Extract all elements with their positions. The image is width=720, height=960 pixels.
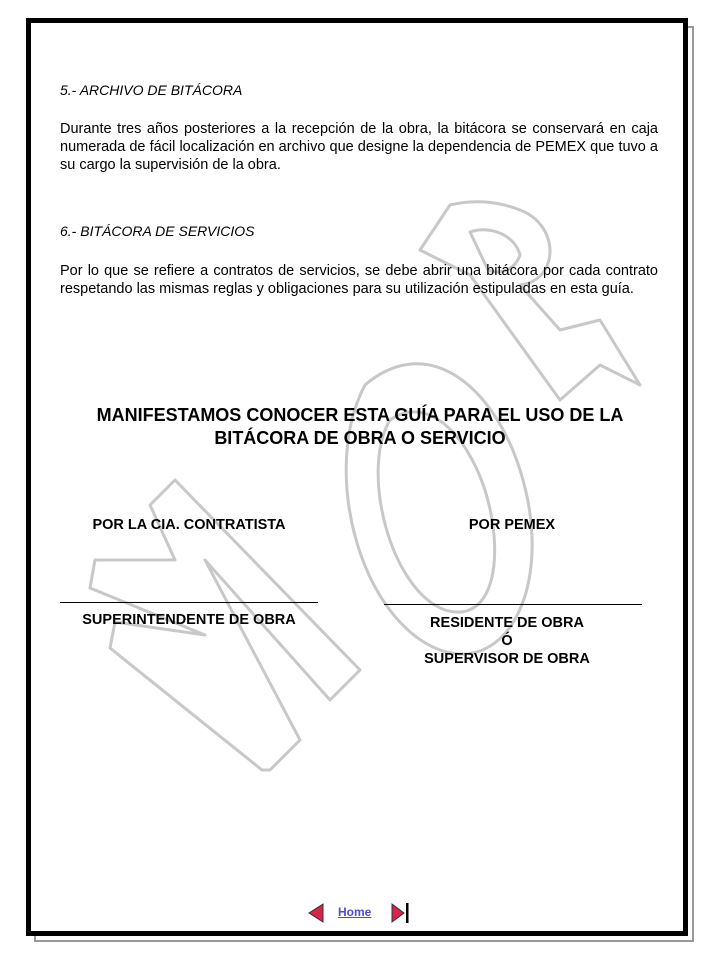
contractor-signature-heading: POR LA CIA. CONTRATISTA: [92, 517, 286, 533]
contractor-signature-line: [60, 602, 318, 603]
manifest-line-1: MANIFESTAMOS CONOCER ESTA GUÍA PARA EL USO DE LA: [96, 405, 624, 425]
pemex-role-line-3: SUPERVISOR DE OBRA: [424, 651, 590, 667]
pemex-role: [384, 614, 630, 668]
contractor-role: SUPERINTENDENTE DE OBRA: [82, 612, 296, 628]
triangle-left-icon[interactable]: [306, 902, 326, 924]
next-bar-icon[interactable]: [390, 902, 410, 924]
manifest-statement: [60, 404, 660, 450]
section-6-body: Por lo que se refiere a contratos de servicios, se debe abrir una bitácora por cada contrato respetando las mismas reglas y obligaciones para su utilización estipuladas en esta guía.: [60, 263, 658, 297]
section-6-heading: 6.- BITÁCORA DE SERVICIOS: [60, 223, 255, 239]
pemex-role-line-1: RESIDENTE DE OBRA: [430, 615, 584, 631]
page-navigation: [306, 902, 416, 924]
home-link[interactable]: Home: [338, 905, 372, 919]
section-5-body: Durante tres años posteriores a la recepción de la obra, la bitácora se conservará en caja numerada de fácil localización en archivo que designe la dependencia de PEMEX que tuvo a su cargo la supervisión de la obra.: [60, 121, 658, 173]
manifest-line-2: BITÁCORA DE OBRA O SERVICIO: [214, 428, 506, 448]
pemex-signature-heading: POR PEMEX: [468, 517, 556, 533]
section-5-heading: 5.- ARCHIVO DE BITÁCORA: [60, 82, 243, 98]
pemex-role-line-2: Ó: [501, 633, 513, 649]
pemex-signature-line: [384, 604, 642, 605]
